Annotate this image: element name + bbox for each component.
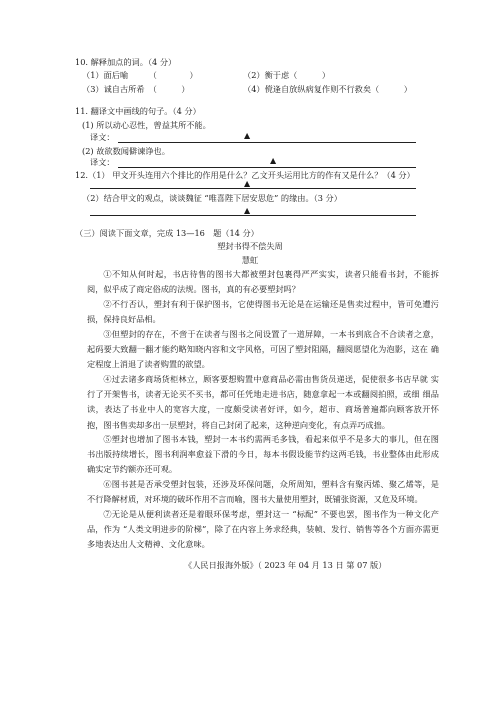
answer-line xyxy=(90,188,416,189)
q11-sentence-2: (2) 故欲数闻僻谏诤也。 xyxy=(82,146,170,156)
answer-line xyxy=(90,215,416,216)
paragraph-3: ③但塑封的存在，不啻于在读者与图书之间设置了一道屏障，一本书到底合不合读者之意，起码要大致翻一翻才能约略知晓内容和文字风格，可因了塑封阻隔，翻阅愿望化为泡影，这在 确定程度上消退了读者购置的欲望。 xyxy=(87,329,439,370)
triangle-marker-icon: ▲ xyxy=(244,131,251,140)
q10-item-3: （3）诚自古所希 （ ） xyxy=(82,84,190,94)
q10-item-2: （2）衡于虑（ ） xyxy=(243,70,331,80)
triangle-marker-icon: ▲ xyxy=(270,156,277,165)
article-title: 塑封书得不偿失周 xyxy=(217,241,283,251)
answer-line xyxy=(118,142,416,143)
q12-part-2: （2）结合甲文的观点，谈谈魏征 “唯喜陛下居安思危” 的缘由。（3 分） xyxy=(82,193,342,203)
triangle-marker-icon: ▲ xyxy=(244,206,251,215)
triangle-marker-icon: ▲ xyxy=(244,179,251,188)
q11-translation-label-1: 译文： xyxy=(90,132,115,142)
q10-stem: 10. 解释加点的词。（4 分） xyxy=(75,57,177,67)
q11-sentence-1: (1) 所以动心忍性，曾益其所不能。 xyxy=(82,120,211,130)
q10-item-1: （1）面后喻 （ ） xyxy=(82,70,198,80)
paragraph-6: ⑥图书甚是否承受塑封包装，还涉及环保问题，众所周知，塑料含有聚丙烯、聚乙烯等，是不行降解材质，对环境的破坏作用不言而喻，图书大量使用塑封，既铺张资源，又危及环境。 xyxy=(87,479,439,505)
paragraph-7: ⑦无论是从便利读者还是着眼环保考虑，塑封这一 “标配” 不要也罢，图书作为一种文化产品，作为 “人类文明进步的阶梯”，除了在内容上务求经典，装帧、发行、销售等各个方面亦需更多地表达出人文精神、文化意味。 xyxy=(87,509,439,550)
paragraph-4: ④过去诸多商场货柜林立，顾客要想购置中意商品必需由售货员递送，促使很多书店早就 实行了开架售书，读者无论买不买书，都可任凭地走进书店，随意拿起一本或翻阅拍照，或细 细品读，表达了书业中人的宽容大度，一度颇受读者好评，如今，超市、商场普遍都向顾客放开怀抱，图书售卖却多出一层塑封，将自己封闭了起来，这种逆向变化，有点弄巧成拙。 xyxy=(87,374,439,430)
section-heading: （三）阅读下面文章，完成 13—16 题（14 分） xyxy=(75,228,259,238)
paragraph-5: ⑤塑封也增加了图书本钱，塑封一本书约需两毛多钱，看起来似乎不是多大的事儿，但在图书出版持续增长，图书利润率愈益下滑的今日，每本书假设能节约这两毛钱，书业整体由此形成确实定节约额亦还可观。 xyxy=(87,434,439,475)
q11-stem: 11. 翻译文中画线的句子。（4 分） xyxy=(75,106,201,116)
answer-line xyxy=(118,167,416,168)
paragraph-2: ②不行否认，塑封有利于保护图书，它使得图书无论是在运输还是售卖过程中，皆可免遭污损，保持良好品相。 xyxy=(87,299,439,325)
q10-item-4: （4）傥逢自放纵病复作则不行救矣（ ） xyxy=(243,84,412,94)
source-citation: 《人民日报海外版》（ 2023 年 04 月 13 日 第 07 版） xyxy=(184,560,387,570)
paragraph-1: ①不知从何时起，书店待售的图书大都被塑封包裹得严严实实，读者只能看书封，不能拆阅，似乎成了商定俗成的法规。图书，真的有必要塑封吗？ xyxy=(87,269,439,295)
article-author: 慧虹 xyxy=(241,255,259,265)
q12-part-1: 12.（1） 甲文开头连用六个排比的作用是什么？乙文开头运用比方的作有又是什么？（4 分） xyxy=(75,170,415,180)
q11-translation-label-2: 译文： xyxy=(90,157,115,167)
